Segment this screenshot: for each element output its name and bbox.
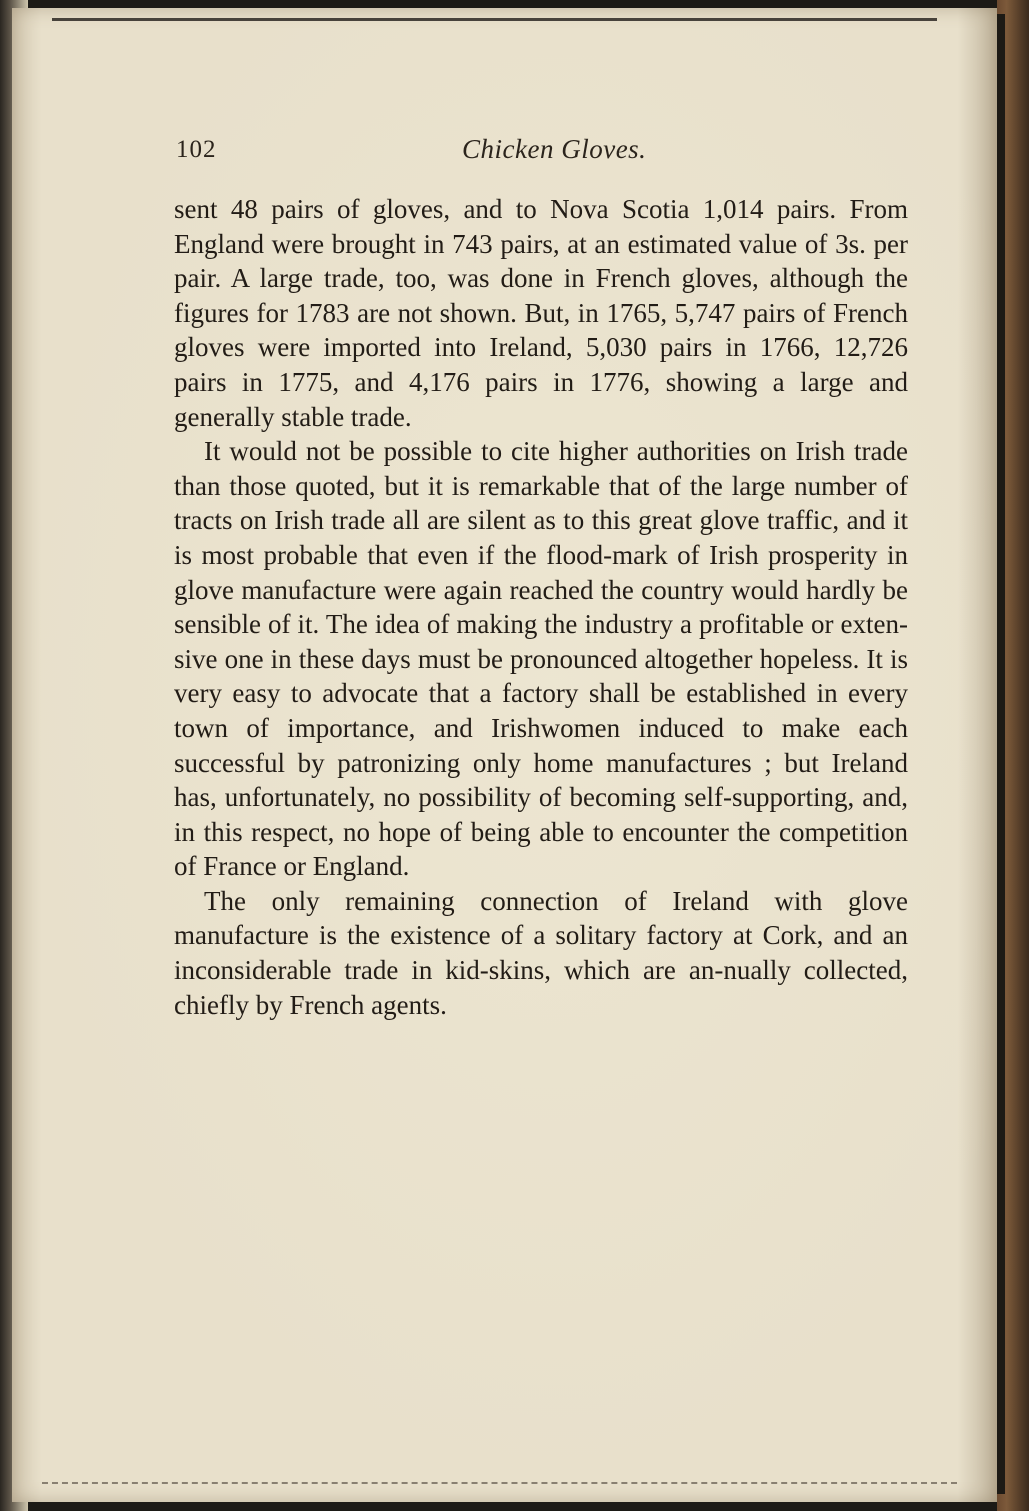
paragraph-1: sent 48 pairs of gloves, and to Nova Scotia 1,014 pairs. From England were brought in 743 pairs, at an estimated value of 3s. per pair. A large trade, too, was done in French gloves, although the figures for 1783 are not shown. But, in 1765, 5,747 pairs of French gloves were imported into Ireland, 5,030 pairs in 1766, 12,726 pairs in 1775, and 4,176 pairs in 1776, showing a large and generally stable trade. xyxy=(174,194,908,432)
bottom-edge-rule xyxy=(42,1482,957,1484)
top-edge-rule xyxy=(52,18,937,21)
running-title: Chicken Gloves. xyxy=(462,134,647,164)
page-number: 102 xyxy=(176,136,217,163)
page-header xyxy=(176,132,916,172)
body-text xyxy=(174,192,908,1022)
paragraph-3: The only remaining connection of Ireland with glove manufacture is the existence of a solitary factory at Cork, and an inconsiderable trade in kid-skins, which are an-nually collected, chiefly by French agents. xyxy=(174,885,908,1020)
paragraph-2: It would not be possible to cite higher authorities on Irish trade than those quoted, but it is remarkable that of the large number of tracts on Irish trade all are silent as to this great glove traffic, and it is most probable that even if the flood-mark of Irish prosperity in glove manufacture were again reached the country would hardly be sensible of it. The idea of making the industry a profitable or exten-sive one in these days must be pronounced altogether hopeless. It is very easy to advocate that a factory shall be established in every town of importance, and Irishwomen induced to make each successful by patronizing only home manufactures ; but Ireland has, unfortunately, no possibility of becoming self-supporting, and, in this respect, no hope of being able to encounter the competition of France or England. xyxy=(174,436,908,882)
